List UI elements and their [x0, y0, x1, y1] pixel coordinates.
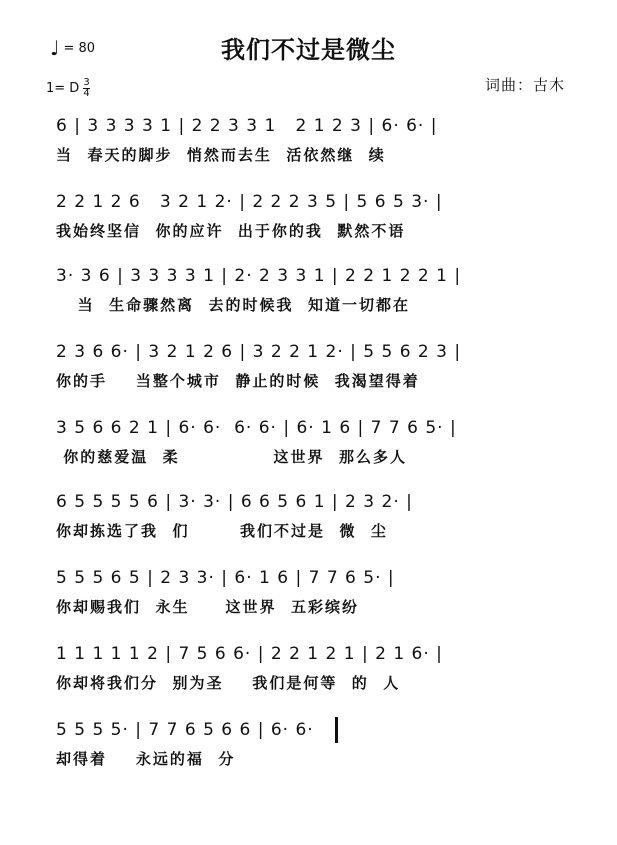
final-barline — [335, 717, 338, 743]
notation-line — [56, 714, 566, 746]
lyric-line: 却得着 永远的福 分 — [56, 750, 236, 768]
lyric-line: 我始终坚信 你的应许 出于你的我 默然不语 — [56, 222, 406, 240]
lyric-line: 你的慈爱温 柔 这世界 那么多人 — [56, 448, 408, 466]
notation-line: 2 2 1 2 6 3 2 1 2· | 2 2 2 3 5 | 5 6 5 3· | — [56, 192, 443, 212]
notation-line: 6 | 3 3 3 3 1 | 2 2 3 3 1 2 1 2 3 | 6· 6· | — [56, 116, 438, 136]
key-text: 1= D — [46, 81, 80, 96]
tempo-value: = 80 — [63, 40, 96, 56]
notation-line: 2 3 6 6· | 3 2 1 2 6 | 3 2 2 1 2· | 5 5 6 2 3 | — [56, 342, 462, 362]
lyric-line: 当 生命骤然离 去的时候我 知道一切都在 — [56, 296, 411, 314]
notation-line: 1 1 1 1 1 2 | 7 5 6 6· | 2 2 1 2 1 | 2 1 6· | — [56, 644, 443, 664]
quarter-note-icon: ♩ — [50, 36, 60, 60]
time-signature — [83, 78, 89, 99]
key-signature — [46, 78, 90, 99]
song-title: 我们不过是微尘 — [221, 36, 396, 64]
notation-line: 3· 3 6 | 3 3 3 3 1 | 2· 2 3 3 1 | 2 2 1 2 2 1 | — [56, 266, 462, 286]
notation-line: 5 5 5 6 5 | 2 3 3· | 6· 1 6 | 7 7 6 5· | — [56, 568, 395, 588]
notation-text: 5 5 5 5· | 7 7 6 5 6 6 | 6· 6· — [56, 720, 314, 740]
lyric-line: 你却拣选了我 们 我们不过是 微 尘 — [56, 522, 388, 540]
lyric-line: 你的手 当整个城市 静止的时候 我渴望得着 — [56, 372, 420, 390]
time-signature-top: 3 — [83, 77, 90, 88]
time-signature-bottom: 4 — [83, 88, 90, 99]
lyric-line: 当 春天的脚步 悄然而去生 活依然继 续 — [56, 146, 386, 164]
author-credit: 词曲：古木 — [484, 76, 565, 94]
lyric-line: 你却将我们分 别为圣 我们是何等 的 人 — [56, 674, 401, 692]
notation-line: 6 5 5 5 5 6 | 3· 3· | 6 6 5 6 1 | 2 3 2· | — [56, 492, 413, 512]
lyric-line: 你却赐我们 永生 这世界 五彩缤纷 — [56, 598, 360, 616]
notation-line: 3 5 6 6 2 1 | 6· 6· 6· 6· | 6· 1 6 | 7 7 6 5· | — [56, 418, 457, 438]
